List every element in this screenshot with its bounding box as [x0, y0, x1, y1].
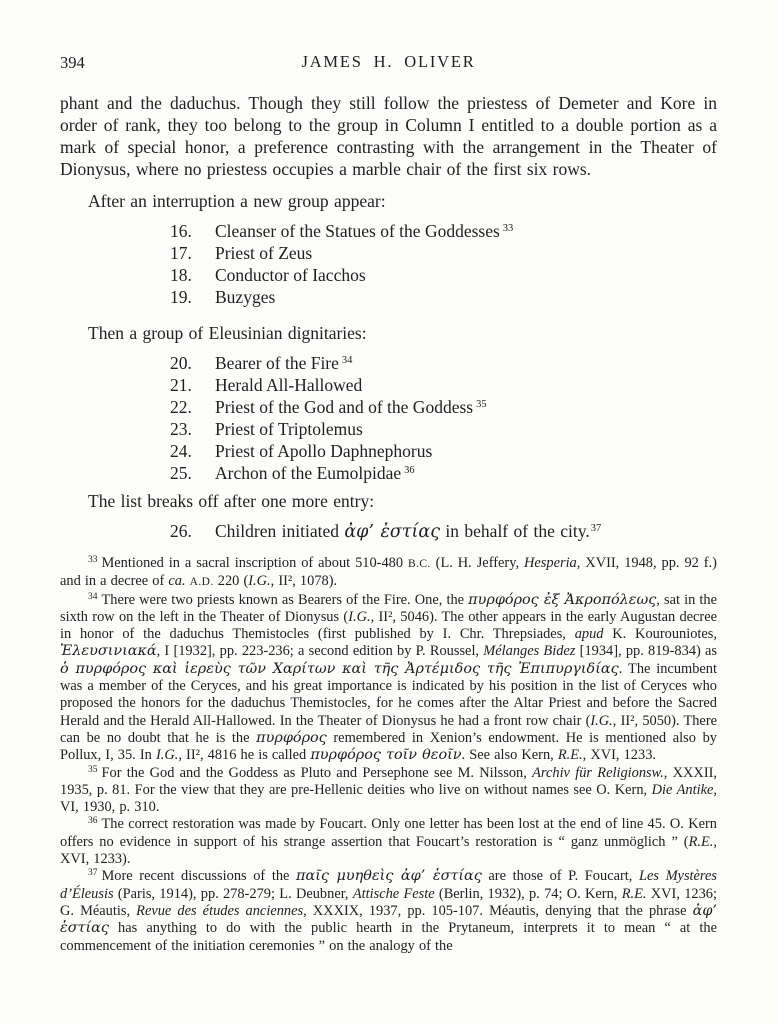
footnotes-section	[60, 555, 717, 955]
list-item	[170, 396, 717, 418]
list-item	[170, 440, 717, 462]
footnote-ref: 36	[404, 465, 415, 476]
list-item-text: Priest of Zeus	[215, 243, 313, 263]
footnote-34	[60, 592, 717, 765]
paragraph-breaks-off: The list breaks off after one more entry:	[88, 491, 375, 511]
list-item-26	[60, 520, 717, 543]
list-item	[170, 286, 717, 308]
list-item-text: Buzyges	[215, 287, 276, 307]
footnote-text: For the God and the Goddess as Pluto and Persephone see M. Nilsson, Archiv für Religionsw., XXXII, 1935, p. 81. For the view that they are pre-Hellenic deities who live on without names see O. Kern, Die Antike, VI, 1930, p. 310.	[60, 764, 718, 816]
list-item-text: Cleanser of the Statues of the Goddesses	[215, 221, 500, 241]
list-item	[170, 462, 717, 484]
footnote-text: The correct restoration was made by Foucart. Only one letter has been lost at the end of line 45. O. Kern offers no evidence in support of his strange assertion that Foucart’s restoration is “ ganz unmöglich ” (R.E., XVI, 1233).	[60, 816, 717, 868]
list-item	[170, 352, 717, 374]
list-item	[170, 242, 717, 264]
footnote-37	[60, 868, 717, 954]
list-item-text: Children initiated ἀφ’ ἑστίας in behalf of the city.	[215, 521, 590, 542]
footnote-ref: 37	[590, 523, 602, 534]
list-item	[170, 220, 717, 242]
footnote-33	[60, 555, 717, 592]
list-item	[170, 264, 717, 286]
footnote-number: 33	[88, 555, 98, 565]
list-item-text: Priest of the God and of the Goddess	[215, 397, 474, 417]
list-item-number: 17.	[170, 243, 192, 263]
list-item-number: 16.	[170, 221, 192, 241]
footnote-text: More recent discussions of the παῖς μυηθεὶς ἀφ’ ἑστίας are those of P. Foucart, Les Mystères d’Éleusis (Paris, 1914), pp. 278-279; L. Deubner, Attische Feste (Berlin, 1932), p. 74; O. Kern, R.E. XVI, 1236; G. Méautis, Revue des études anciennes, XXXIX, 1937, pp. 105-107. Méautis, denying that the phrase ἀφ’ ἑστίας has anything to do with the public hearth in the Prytaneum, interprets it to mean “ at the commencement of the initiation ceremonies ” on the analogy of the	[60, 868, 717, 954]
list-item-number: 26.	[170, 521, 192, 541]
list-item-number: 20.	[170, 353, 192, 373]
list-item	[170, 374, 717, 396]
list-item-number: 23.	[170, 419, 192, 439]
list-item-number: 22.	[170, 397, 192, 417]
footnote-text: There were two priests known as Bearers of the Fire. One, the πυρφόρος ἐξ Ἀκροπόλεως, sat in the sixth row on the left in the Theater of Dionysus (I.G., II², 5046). The other appears in the early Augustan decree in honor of the daduchus Themistocles (first published by I. Chr. Threpsiades, apud K. Kourouniotes, Ἐλευσινιακά, I [1932], pp. 223-236; a second edition by P. Roussel, Mélanges Bidez [1934], pp. 819-834) as ὁ πυρφόρος καὶ ἱερεὺς τῶν Χαρίτων καὶ τῆς Ἀρτέμιδος τῆς Ἐπιπυργιδίας. The incumbent was a member of the Ceryces, and his great importance is indicated by his position in the list of Ceryces who proposed the honors for the daduchus Themistocles, for he comes after the Altar Priest and before the Sacred Herald and the Herald All-Hallowed. In the Theater of Dionysus he had a front row chair (I.G., II², 5050). There can be no doubt that he is the πυρφόρος remembered in Xenion’s endowment. He is mentioned also by Pollux, I, 35. In I.G., II², 4816 he is called πυρφόρος τοῖν θεοῖν. See also Kern, R.E., XVI, 1233.	[60, 591, 718, 764]
list-item-text: Herald All-Hallowed	[215, 375, 363, 395]
list-item-number: 21.	[170, 375, 192, 395]
list-item-text: Conductor of Iacchos	[215, 265, 366, 285]
list-item-text: Priest of Apollo Daphnephorus	[215, 441, 433, 461]
footnote-number: 36	[88, 816, 98, 827]
list-item-number: 19.	[170, 287, 192, 307]
page-header	[60, 52, 717, 74]
list-item-number: 24.	[170, 441, 192, 461]
footnote-ref: 35	[476, 399, 487, 410]
list-item-text: Priest of Triptolemus	[215, 419, 363, 439]
list-item	[170, 418, 717, 440]
list-item-text: Archon of the Eumolpidae	[215, 463, 402, 483]
paragraph-dignitaries: Then a group of Eleusinian dignitaries:	[88, 323, 367, 343]
footnote-ref: 34	[341, 355, 353, 366]
running-head: JAMES H. OLIVER	[301, 52, 476, 71]
footnote-35	[60, 765, 717, 817]
list-new-group	[60, 220, 717, 308]
paragraph-continuation: phant and the daduchus. Though they still follow the priestess of Demeter and Kore in order of rank, they too belong to the group in Column I entitled to a double portion as a mark of special honor, a preference contrasting with the arrangement in the Theater of Dionysus, where no priestess occupies a marble chair of the first six rows.	[60, 93, 717, 179]
list-item-text: Bearer of the Fire	[215, 353, 339, 373]
footnote-number: 35	[88, 764, 98, 775]
list-dignitaries	[60, 352, 717, 484]
footnote-36	[60, 816, 717, 868]
list-item-number: 18.	[170, 265, 192, 285]
page-number: 394	[60, 53, 85, 72]
footnote-text: Mentioned in a sacral inscription of about 510-480 B.C. (L. H. Jeffery, Hesperia, XVII, 1948, pp. 92 f.) and in a decree of ca. A.D. 220 (I.G., II², 1078).	[60, 555, 717, 590]
list-item-number: 25.	[170, 463, 192, 483]
footnote-number: 37	[88, 868, 98, 879]
footnote-number: 34	[88, 591, 98, 602]
paragraph-interruption: After an interruption a new group appear:	[88, 191, 386, 211]
footnote-ref: 33	[502, 223, 514, 234]
